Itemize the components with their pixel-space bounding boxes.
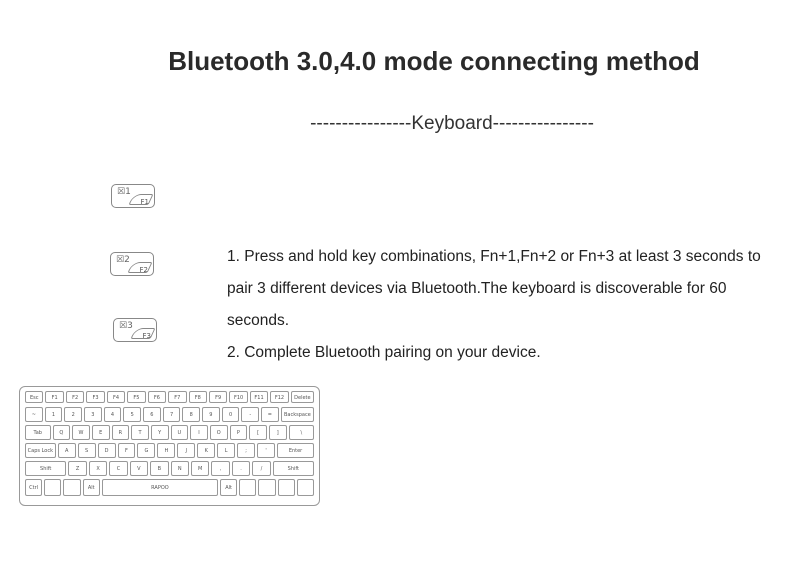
keyboard-key: Alt <box>83 479 100 496</box>
keyboard-key: F9 <box>209 391 227 403</box>
keyboard-key: ' <box>257 443 275 458</box>
bluetooth-channel-label: ☒1 <box>117 187 131 197</box>
keyboard-key: Y <box>151 425 169 440</box>
keyboard-key <box>63 479 80 496</box>
keyboard-key: F4 <box>107 391 125 403</box>
keyboard-key: 5 <box>123 407 141 422</box>
keyboard-key: 8 <box>182 407 200 422</box>
keyboard-key: F2 <box>66 391 84 403</box>
keyboard-key: J <box>177 443 195 458</box>
keyboard-row <box>25 443 314 458</box>
keyboard-key <box>278 479 295 496</box>
keyboard-key: 2 <box>64 407 82 422</box>
page-title: Bluetooth 3.0,4.0 mode connecting method <box>168 46 700 76</box>
keyboard-key: P <box>230 425 248 440</box>
keyboard-key: Caps Lock <box>25 443 56 458</box>
keyboard-key <box>239 479 256 496</box>
keyboard-key: F <box>118 443 136 458</box>
keyboard-key: G <box>137 443 155 458</box>
keyboard-key: S <box>78 443 96 458</box>
keyboard-key: 3 <box>84 407 102 422</box>
keyboard-key: K <box>197 443 215 458</box>
keyboard-key: R <box>112 425 130 440</box>
instruction-step-1: 1. Press and hold key combinations, Fn+1,Fn+2 or Fn+3 at least 3 seconds to pair 3 different devices via Bluetooth.The keyboard is discoverable for 60 seconds. <box>227 248 761 329</box>
keyboard-row <box>25 461 314 476</box>
keyboard-key: F7 <box>168 391 186 403</box>
keyboard-key: Z <box>68 461 86 476</box>
keyboard-key: Enter <box>277 443 314 458</box>
keyboard-key: T <box>131 425 149 440</box>
keyboard-key <box>258 479 275 496</box>
keyboard-key: F8 <box>189 391 207 403</box>
keyboard-row <box>25 425 314 440</box>
keyboard-key: / <box>252 461 270 476</box>
keyboard-key: Shift <box>25 461 66 476</box>
keyboard-key: 6 <box>143 407 161 422</box>
keyboard-key: Esc <box>25 391 43 403</box>
keyboard-key: A <box>58 443 76 458</box>
keyboard-key: = <box>261 407 279 422</box>
keyboard-key: D <box>98 443 116 458</box>
keyboard-key: 0 <box>222 407 240 422</box>
keyboard-key: \ <box>289 425 315 440</box>
keyboard-key: V <box>130 461 148 476</box>
keyboard-key: Delete <box>291 391 314 403</box>
fn-key-2 <box>110 252 154 276</box>
keyboard-key: B <box>150 461 168 476</box>
keyboard-key: H <box>157 443 175 458</box>
keyboard-row <box>25 407 314 422</box>
bluetooth-channel-label: ☒2 <box>116 255 130 265</box>
keyboard-key: . <box>232 461 250 476</box>
keyboard-key: Q <box>53 425 71 440</box>
bluetooth-channel-label: ☒3 <box>119 321 133 331</box>
keyboard-key: Backspace <box>281 407 314 422</box>
keyboard-key: , <box>211 461 229 476</box>
keyboard-key: Tab <box>25 425 51 440</box>
keyboard-key: F11 <box>250 391 268 403</box>
keyboard-key <box>297 479 314 496</box>
keyboard-key: I <box>190 425 208 440</box>
keyboard-key: M <box>191 461 209 476</box>
keyboard-key: F5 <box>127 391 145 403</box>
keyboard-row <box>25 479 314 496</box>
keyboard-row <box>25 391 314 403</box>
fkey-label: F3 <box>142 332 151 340</box>
keyboard-key: W <box>72 425 90 440</box>
keyboard-key: X <box>89 461 107 476</box>
keyboard-key: L <box>217 443 235 458</box>
keyboard-key <box>44 479 61 496</box>
keyboard-key: Shift <box>273 461 314 476</box>
keyboard-key: 7 <box>163 407 181 422</box>
keyboard-key: F10 <box>229 391 247 403</box>
keyboard-key: F1 <box>45 391 63 403</box>
keyboard-key: 1 <box>45 407 63 422</box>
keyboard-key: - <box>241 407 259 422</box>
keyboard-key: N <box>171 461 189 476</box>
fn-key-1 <box>111 184 155 208</box>
instructions <box>227 241 787 369</box>
keyboard-key: U <box>171 425 189 440</box>
keyboard-key: E <box>92 425 110 440</box>
fkey-label: F2 <box>139 266 148 274</box>
keyboard-key: ; <box>237 443 255 458</box>
fn-key-3 <box>113 318 157 342</box>
keyboard-key: Ctrl <box>25 479 42 496</box>
keyboard-key: [ <box>249 425 267 440</box>
keyboard-key: 9 <box>202 407 220 422</box>
instruction-step-2: 2. Complete Bluetooth pairing on your device. <box>227 344 541 361</box>
keyboard-key: ] <box>269 425 287 440</box>
fkey-label: F1 <box>140 198 149 206</box>
keyboard-key: RAPOO <box>102 479 218 496</box>
keyboard-key: 4 <box>104 407 122 422</box>
keyboard-key: C <box>109 461 127 476</box>
keyboard-key: Alt <box>220 479 237 496</box>
keyboard-key: ~ <box>25 407 43 422</box>
keyboard-key: F3 <box>86 391 104 403</box>
keyboard-illustration <box>19 386 320 506</box>
keyboard-key: F12 <box>270 391 288 403</box>
section-subtitle: ----------------Keyboard---------------- <box>310 113 594 134</box>
keyboard-key: F6 <box>148 391 166 403</box>
keyboard-key: O <box>210 425 228 440</box>
